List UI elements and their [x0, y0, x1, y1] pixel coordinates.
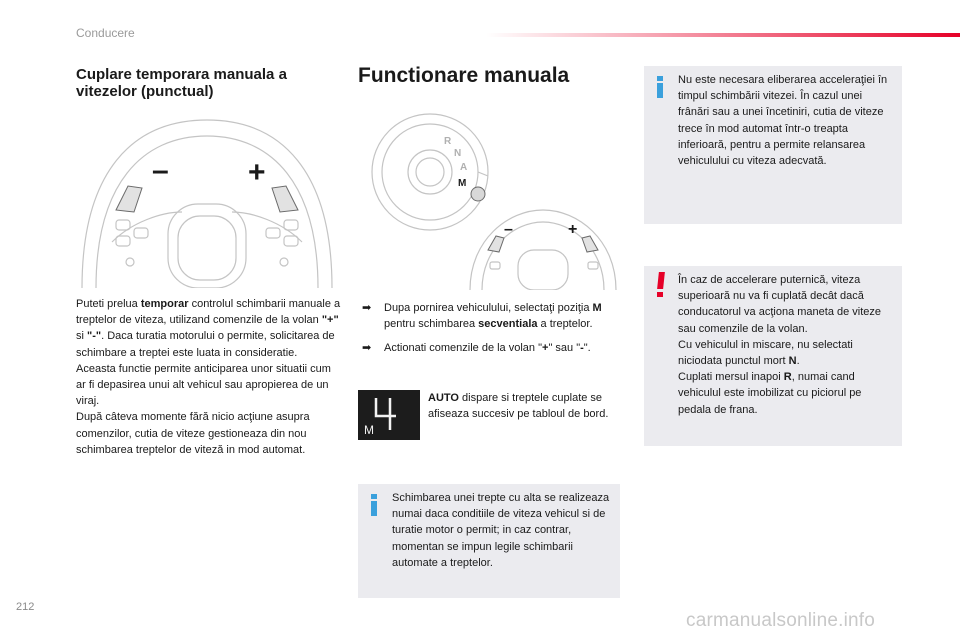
gear-left-paddle [488, 236, 504, 252]
auto-text: AUTO dispare si treptele cuplate se afiseaza succesiv pe tabloul de bord. [428, 392, 609, 420]
arrow-icon: ➡ [362, 302, 372, 314]
page-number: 212 [16, 601, 35, 613]
gear-selector-illustration [358, 110, 620, 290]
gate-letter-a: A [460, 162, 468, 173]
left-paragraph-3: După câteva momente fără nicio acţiune asupra comenzilor, cutia de viteze gestioneaza din nou schimbarea treptelor de viteză in mod automat. [76, 411, 310, 456]
gear-display-lcd [358, 390, 420, 440]
manual-steps [362, 300, 622, 364]
lcd-mode: M [364, 423, 374, 437]
wheel-minus-label: – [152, 154, 169, 187]
selector-knob [471, 187, 485, 201]
gate-letter-r: R [444, 136, 452, 147]
header-rule [486, 33, 960, 37]
gear-minus-label: – [504, 221, 513, 238]
left-paragraph-2: Aceasta functie permite anticiparea unor situatii cum ar fi depasirea unui alt vehicul sau apropierea de un viraj. [76, 362, 331, 408]
step-2: ➡ Actionati comenzile de la volan "+" sau "-". [362, 342, 591, 354]
left-paragraph-1: Puteti prelua temporar controlul schimbarii manuale a treptelor de viteza, utilizand comenzile de la volan "+" si "-". Daca turatia motorului o permite, solicitarea de schimbare a treptei este luata in consideratie. [76, 298, 341, 359]
wheel-plus-label: + [248, 156, 266, 189]
section-label: Conducere [76, 26, 135, 40]
arrow-icon: ➡ [362, 342, 372, 354]
right-info-box: Nu este necesara eliberarea acceleraţiei în timpul schimbării vitezei. În cazul unei frânări sau a unei încetiniri, cutia de viteze trece în mod automat într-o treapta inferioară, pentru a permite relansarea vehiculului cu viteza adecvată. [644, 66, 902, 224]
right-paddle [272, 186, 298, 212]
gear-plus-label: + [568, 221, 578, 238]
left-paddle [116, 186, 142, 212]
middle-info-box: Schimbarea unei trepte cu alta se realizeaza numai daca conditiile de viteza vehicul si de turatie motor o permit; in caz contrar, momentan se impun legile schimbarii automate a treptelor. [358, 484, 620, 598]
right-warning-box: În caz de accelerare puternică, viteza superioară nu va fi cuplată decât dacă conducatorul va acţiona maneta de viteze sau comenzile de la volan. Cu vehiculul in miscare, nu selectati niciodata punctul mort N. Cuplati mersul inapoi R, numai cand vehiculul este imobilizat cu piciorul pe pedala de frana. [644, 266, 902, 446]
gate-letter-m: M [458, 178, 467, 189]
left-section-title: Cuplare temporara manuala a vitezelor (punctual) [76, 66, 287, 100]
left-body [76, 296, 342, 458]
step-1: ➡ Dupa pornirea vehiculului, selectaţi poziţia M pentru schimbarea secventiala a treptelor. [362, 302, 602, 330]
info-icon [656, 76, 664, 98]
warning-icon [656, 272, 666, 298]
watermark: carmanualsonline.info [686, 610, 876, 631]
gear-right-paddle [582, 236, 598, 252]
gate-letter-n: N [454, 148, 462, 159]
auto-block [358, 390, 620, 442]
middle-section-title: Functionare manuala [358, 64, 570, 87]
steering-wheel-illustration [72, 112, 342, 288]
info-icon [370, 494, 378, 516]
